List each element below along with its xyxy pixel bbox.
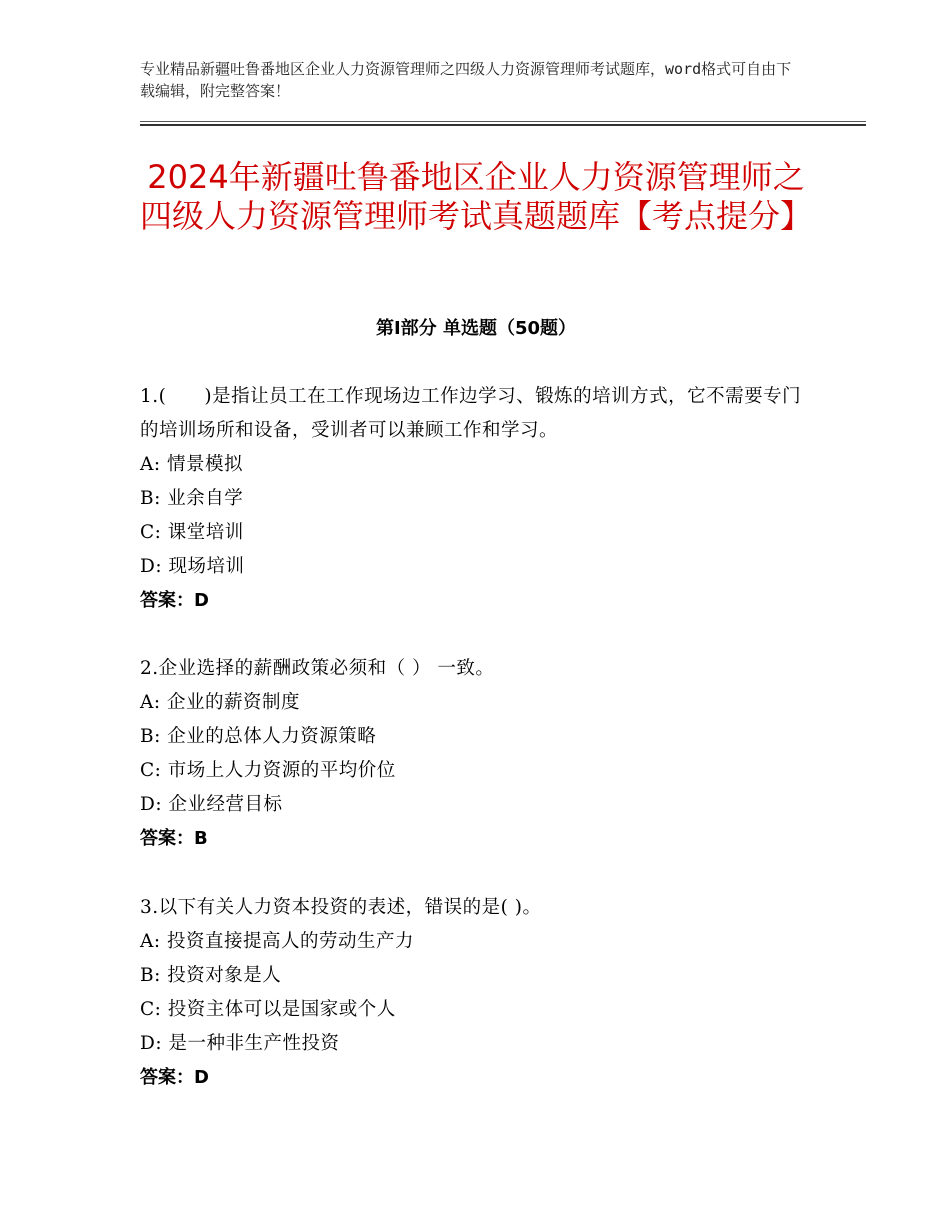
option-c: C: 市场上人力资源的平均价位 — [140, 760, 396, 781]
question-1 — [140, 380, 812, 618]
option-d: D: 现场培训 — [140, 556, 245, 577]
option-a: A: 情景模拟 — [140, 454, 243, 475]
header-note: 专业精品新疆吐鲁番地区企业人力资源管理师之四级人力资源管理师考试题库，word格式可自由下载编辑，附完整答案！ — [140, 60, 792, 100]
option-d: D: 企业经营目标 — [140, 794, 283, 815]
option-b: B: 企业的总体人力资源策略 — [140, 726, 377, 747]
question-stem: 1.( )是指让员工在工作现场边工作边学习、锻炼的培训方式，它不需要专门的培训场所和设备，受训者可以兼顾工作和学习。 — [140, 386, 802, 441]
option-c: C: 投资主体可以是国家或个人 — [140, 999, 396, 1020]
option-a: A: 企业的薪资制度 — [140, 692, 300, 713]
question-stem: 3.以下有关人力资本投资的表述，错误的是( )。 — [140, 897, 542, 918]
section-title: 第Ⅰ部分 单选题（50题） — [375, 318, 576, 339]
answer: 答案：B — [140, 828, 208, 849]
answer: 答案：D — [140, 1067, 209, 1088]
document-title: 2024年新疆吐鲁番地区企业人力资源管理师之四级人力资源管理师考试真题题库【考点提分】 — [140, 158, 813, 235]
option-c: C: 课堂培训 — [140, 522, 244, 543]
option-b: B: 投资对象是人 — [140, 965, 282, 986]
question-stem: 2.企业选择的薪酬政策必须和（ ） 一致。 — [140, 658, 495, 679]
option-d: D: 是一种非生产性投资 — [140, 1033, 340, 1054]
header-divider-thick — [140, 124, 866, 126]
option-a: A: 投资直接提高人的劳动生产力 — [140, 931, 414, 952]
header-divider-thin — [140, 121, 866, 122]
question-3 — [140, 891, 812, 1095]
question-2 — [140, 652, 812, 856]
answer: 答案：D — [140, 590, 209, 611]
option-b: B: 业余自学 — [140, 488, 244, 509]
